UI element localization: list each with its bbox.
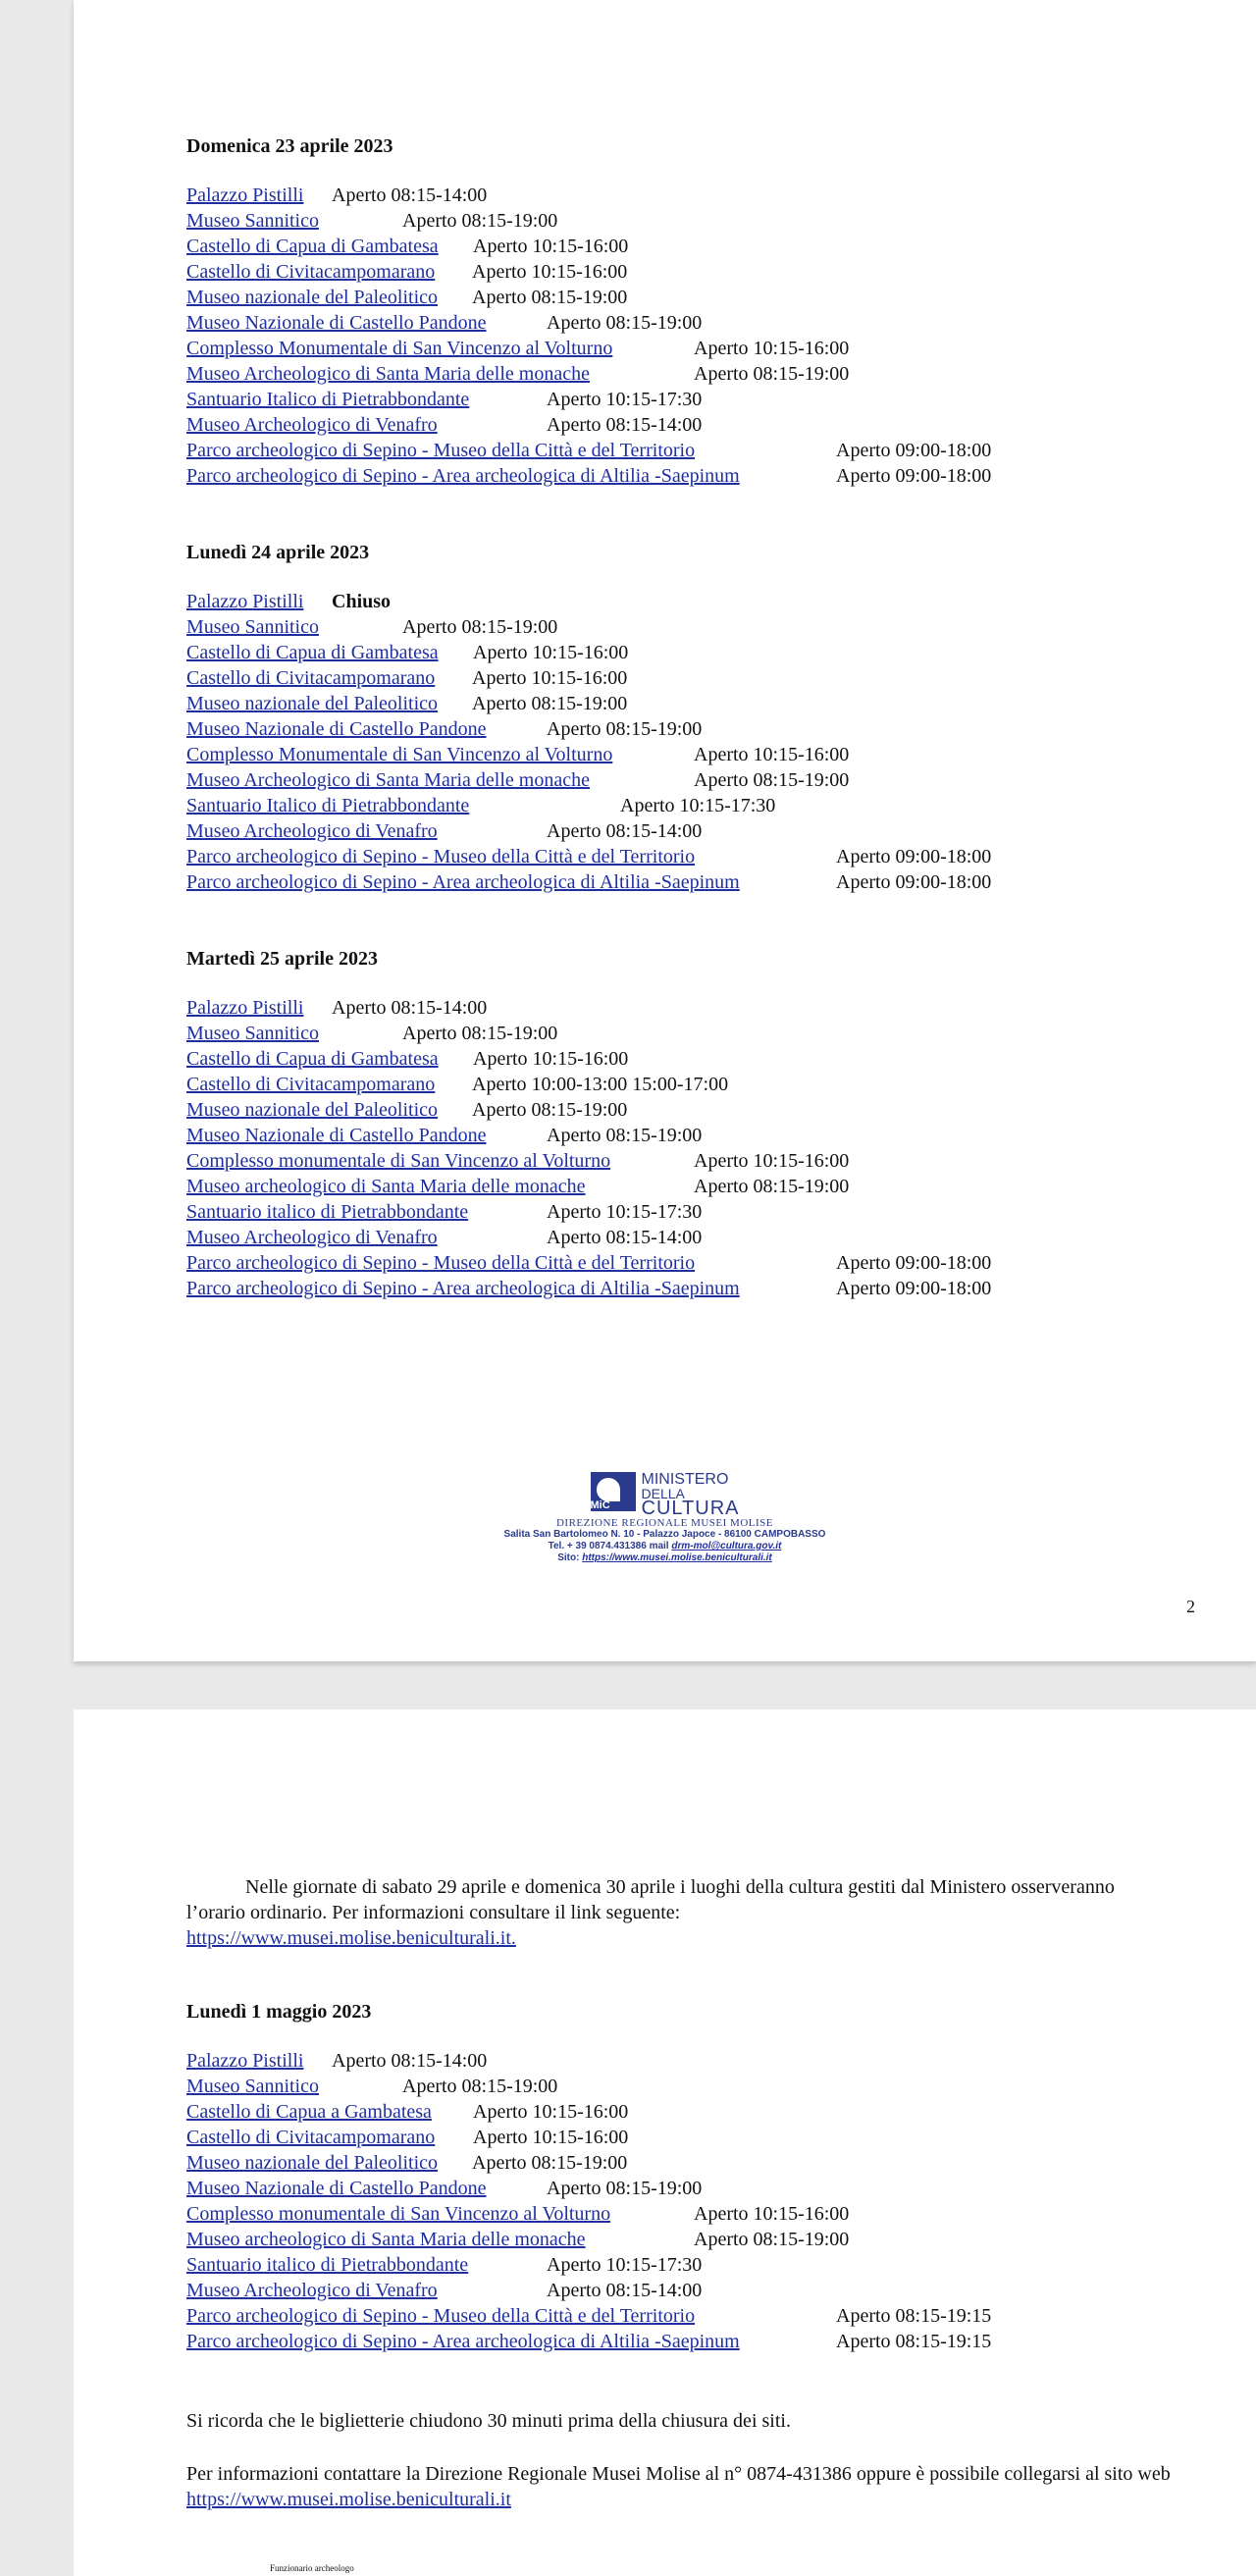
opening-hours: Aperto 09:00-18:00 <box>836 1278 992 1299</box>
footer-contact: Tel. + 39 0874.431386 mail drm-mol@cultura.gov.it <box>548 1541 782 1551</box>
schedule-row <box>186 2099 1197 2125</box>
schedule-row <box>186 2150 1197 2176</box>
schedule-row <box>186 1250 1197 1276</box>
schedule-row <box>186 2227 1197 2252</box>
schedule-row <box>186 387 1197 412</box>
schedule-row <box>186 869 1197 895</box>
footer-address: Salita San Bartolomeo N. 10 - Palazzo Japoce - 86100 CAMPOBASSO <box>503 1529 826 1540</box>
site-link[interactable]: Castello di Civitacampomarano <box>186 2127 436 2148</box>
schedule-row <box>186 665 1197 691</box>
schedule-row <box>186 1097 1197 1123</box>
schedule-row <box>186 716 1197 742</box>
schedule-row <box>186 2329 1197 2354</box>
opening-hours: Aperto 09:00-18:00 <box>836 1252 992 1274</box>
opening-hours: Aperto 08:15-19:00 <box>547 718 703 740</box>
opening-hours: Aperto 08:15-14:00 <box>332 184 488 206</box>
schedule-row <box>186 793 1197 818</box>
opening-hours: Aperto 10:15-17:30 <box>620 795 776 816</box>
site-link[interactable]: Museo Nazionale di Castello Pandone <box>186 1125 487 1146</box>
schedule-row <box>186 640 1197 665</box>
opening-hours: Aperto 08:15-19:00 <box>547 1125 703 1146</box>
schedule-row <box>186 691 1197 716</box>
intro-link[interactable]: https://www.musei.molise.beniculturali.it. <box>186 1927 516 1949</box>
day-title: Lunedì 24 aprile 2023 <box>186 542 370 563</box>
site-link[interactable]: Museo Archeologico di Santa Maria delle monache <box>186 363 590 385</box>
opening-hours: Aperto 10:15-17:30 <box>547 1201 703 1223</box>
schedule-row <box>186 438 1197 463</box>
opening-hours: Aperto 10:15-16:00 <box>473 236 629 257</box>
site-link[interactable]: Parco archeologico di Sepino - Museo della Città e del Territorio <box>186 2305 696 2327</box>
schedule-row <box>186 2176 1197 2201</box>
opening-hours: Aperto 08:15-19:00 <box>472 1099 628 1121</box>
opening-hours: Aperto 10:15-16:00 <box>694 338 850 359</box>
opening-hours: Aperto 10:15-16:00 <box>694 2203 850 2225</box>
site-link[interactable]: Castello di Civitacampomarano <box>186 1074 436 1095</box>
opening-hours: Aperto 09:00-18:00 <box>836 440 992 461</box>
opening-hours: Aperto 08:15-19:00 <box>547 312 703 334</box>
ministry-logo <box>590 1471 740 1519</box>
opening-hours: Aperto 10:15-16:00 <box>472 667 628 689</box>
opening-hours: Aperto 08:15-14:00 <box>332 2050 488 2072</box>
schedule-row <box>186 285 1197 310</box>
opening-hours: Aperto 08:15-14:00 <box>332 997 488 1019</box>
opening-hours: Chiuso <box>332 591 392 612</box>
site-link[interactable]: Museo Nazionale di Castello Pandone <box>186 312 487 334</box>
day-section <box>186 540 1197 895</box>
site-link[interactable]: Museo Archeologico di Venafro <box>186 2280 438 2301</box>
schedule-row <box>186 2125 1197 2150</box>
schedule-row <box>186 208 1197 234</box>
schedule-row <box>186 742 1197 767</box>
logo-line-2: DELLA <box>641 1486 685 1501</box>
site-link[interactable]: Complesso monumentale di San Vincenzo al Volturno <box>186 1150 611 1172</box>
day-title: Lunedì 1 maggio 2023 <box>186 2001 372 2023</box>
schedule-row <box>186 1021 1197 1046</box>
logo-line-3: CULTURA <box>641 1498 740 1519</box>
day-section <box>186 1999 1197 2354</box>
site-link[interactable]: Palazzo Pistilli <box>186 591 304 612</box>
contact-paragraph: Per informazioni contattare la Direzione Regionale Musei Molise al n° 0874-431386 oppure è possibile collegarsi al sito web https://www.musei.molise.beniculturali.it <box>186 2463 1171 2510</box>
schedule-row <box>186 844 1197 869</box>
day-title: Martedì 25 aprile 2023 <box>186 948 378 970</box>
opening-hours: Aperto 08:15-14:00 <box>547 414 703 436</box>
site-link[interactable]: Complesso monumentale di San Vincenzo al Volturno <box>186 2203 611 2225</box>
schedule-row <box>186 183 1197 208</box>
opening-hours: Aperto 08:15-19:00 <box>402 2076 558 2097</box>
day-title: Domenica 23 aprile 2023 <box>186 135 393 157</box>
schedule-row <box>186 412 1197 438</box>
site-link[interactable]: Palazzo Pistilli <box>186 184 304 206</box>
opening-hours: Aperto 08:15-19:00 <box>547 2178 703 2199</box>
opening-hours: Aperto 08:15-19:00 <box>472 693 628 714</box>
schedule-row <box>186 2201 1197 2227</box>
opening-hours: Aperto 10:15-17:30 <box>547 2254 703 2276</box>
schedule-row <box>186 336 1197 361</box>
opening-hours: Aperto 08:15-19:00 <box>472 287 628 308</box>
site-link[interactable]: Palazzo Pistilli <box>186 2050 304 2072</box>
site-link[interactable]: Museo archeologico di Santa Maria delle monache <box>186 1176 586 1197</box>
site-link[interactable]: Parco archeologico di Sepino - Area archeologica di Altilia -Saepinum <box>186 2331 740 2352</box>
schedule-row <box>186 2074 1197 2099</box>
direzione-label: DIREZIONE REGIONALE MUSEI MOLISE <box>555 1517 773 1529</box>
opening-hours: Aperto 08:15-19:00 <box>694 363 850 385</box>
site-link[interactable]: Museo Archeologico di Santa Maria delle monache <box>186 769 590 791</box>
schedule-row <box>186 1174 1197 1199</box>
schedule-row <box>186 1072 1197 1097</box>
opening-hours: Aperto 08:15-19:00 <box>472 2152 628 2174</box>
day-section <box>186 946 1197 1301</box>
site-link[interactable]: Parco archeologico di Sepino - Area archeologica di Altilia -Saepinum <box>186 871 740 893</box>
opening-hours: Aperto 08:15-14:00 <box>547 820 703 842</box>
site-link[interactable]: Castello di Capua di Gambatesa <box>186 236 439 257</box>
site-link[interactable]: Museo Archeologico di Venafro <box>186 1227 438 1248</box>
site-link[interactable]: Castello di Capua a Gambatesa <box>186 2101 432 2123</box>
page-number: 2 <box>1186 1597 1195 1616</box>
site-link[interactable]: Museo Sannitico <box>186 616 319 638</box>
schedule-row <box>186 2252 1197 2278</box>
site-link[interactable]: Museo Nazionale di Castello Pandone <box>186 718 487 740</box>
opening-hours: Aperto 10:15-16:00 <box>473 2127 629 2148</box>
site-link[interactable]: Santuario Italico di Pietrabbondante <box>186 795 470 816</box>
site-link[interactable]: Castello di Capua di Gambatesa <box>186 1048 439 1070</box>
opening-hours: Aperto 10:15-16:00 <box>694 744 850 765</box>
schedule-row <box>186 2278 1197 2303</box>
schedule-row <box>186 1199 1197 1225</box>
opening-hours: Aperto 10:15-16:00 <box>694 1150 850 1172</box>
schedule-row <box>186 1225 1197 1250</box>
schedule-row <box>186 1046 1197 1072</box>
opening-hours: Aperto 08:15-19:00 <box>402 210 558 232</box>
reminder-text: Si ricorda che le biglietterie chiudono 30 minuti prima della chiusura dei siti. <box>186 2410 791 2432</box>
intro-paragraph: Nelle giornate di sabato 29 aprile e domenica 30 aprile i luoghi della cultura gestiti dal Ministero osserveranno l’orario ordinario. Per informazioni consultare il link seguente: https://www.musei.molise.beniculturali.it. <box>186 1876 1115 1949</box>
schedule-row <box>186 614 1197 640</box>
opening-hours: Aperto 10:15-16:00 <box>472 261 628 283</box>
day-section <box>186 133 1197 489</box>
contact-link[interactable]: https://www.musei.molise.beniculturali.it <box>186 2489 511 2510</box>
site-link[interactable]: Museo nazionale del Paleolitico <box>186 1099 439 1121</box>
site-link[interactable]: Castello di Civitacampomarano <box>186 667 436 689</box>
opening-hours: Aperto 08:15-19:00 <box>694 2229 850 2250</box>
opening-hours: Aperto 10:15-16:00 <box>473 2101 629 2123</box>
site-link[interactable]: Museo Sannitico <box>186 1023 319 1044</box>
opening-hours: Aperto 08:15-19:00 <box>402 1023 558 1044</box>
site-link[interactable]: Museo Sannitico <box>186 2076 319 2097</box>
schedule-row <box>186 1276 1197 1301</box>
site-link[interactable]: Museo Nazionale di Castello Pandone <box>186 2178 487 2199</box>
site-link[interactable]: Museo Archeologico di Venafro <box>186 414 438 436</box>
site-link[interactable]: Santuario italico di Pietrabbondante <box>186 1201 469 1223</box>
site-link[interactable]: Parco archeologico di Sepino - Museo della Città e del Territorio <box>186 440 696 461</box>
opening-hours: Aperto 08:15-19:00 <box>694 1176 850 1197</box>
schedule-row <box>186 310 1197 336</box>
site-link[interactable]: Complesso Monumentale di San Vincenzo al Volturno <box>186 744 613 765</box>
site-link[interactable]: Museo archeologico di Santa Maria delle monache <box>186 2229 586 2250</box>
site-link[interactable]: Museo nazionale del Paleolitico <box>186 693 439 714</box>
footer-email-link[interactable]: drm-mol@cultura.gov.it <box>671 1541 782 1551</box>
site-link[interactable]: Palazzo Pistilli <box>186 997 304 1019</box>
schedule-row <box>186 1123 1197 1148</box>
schedule-row <box>186 767 1197 793</box>
opening-hours: Aperto 09:00-18:00 <box>836 846 992 867</box>
site-link[interactable]: Parco archeologico di Sepino - Area archeologica di Altilia -Saepinum <box>186 465 740 487</box>
schedule-row <box>186 1148 1197 1174</box>
opening-hours: Aperto 10:00-13:00 15:00-17:00 <box>472 1074 729 1095</box>
opening-hours: Aperto 08:15-19:00 <box>694 769 850 791</box>
site-link[interactable]: Castello di Capua di Gambatesa <box>186 642 439 663</box>
site-link[interactable]: Castello di Civitacampomarano <box>186 261 436 283</box>
document-page-2 <box>74 1709 1256 2576</box>
site-link[interactable]: Museo nazionale del Paleolitico <box>186 2152 439 2174</box>
schedule-row <box>186 995 1197 1021</box>
site-link[interactable]: Santuario italico di Pietrabbondante <box>186 2254 469 2276</box>
site-link[interactable]: Complesso Monumentale di San Vincenzo al Volturno <box>186 338 613 359</box>
schedule-row <box>186 234 1197 259</box>
opening-hours: Aperto 10:15-17:30 <box>547 389 703 410</box>
logo-line-1: MINISTERO <box>641 1471 729 1488</box>
opening-hours: Aperto 08:15-14:00 <box>547 2280 703 2301</box>
opening-hours: Aperto 10:15-16:00 <box>473 1048 629 1070</box>
site-link[interactable]: Parco archeologico di Sepino - Museo della Città e del Territorio <box>186 1252 696 1274</box>
schedule-row <box>186 818 1197 844</box>
mic-logo-icon: MiC <box>591 1472 636 1511</box>
site-link[interactable]: Museo nazionale del Paleolitico <box>186 287 439 308</box>
opening-hours: Aperto 08:15-19:15 <box>836 2331 992 2352</box>
schedule-row <box>186 2048 1197 2074</box>
document-page-1 <box>74 0 1256 1661</box>
opening-hours: Aperto 09:00-18:00 <box>836 465 992 487</box>
site-link[interactable]: Museo Sannitico <box>186 210 319 232</box>
opening-hours: Aperto 08:15-19:15 <box>836 2305 992 2327</box>
footer-site: Sito: https://www.musei.molise.beniculturali.it <box>557 1552 772 1563</box>
site-link[interactable]: Parco archeologico di Sepino - Museo della Città e del Territorio <box>186 846 696 867</box>
opening-hours: Aperto 09:00-18:00 <box>836 871 992 893</box>
footer-site-link[interactable]: https://www.musei.molise.beniculturali.it <box>582 1552 772 1563</box>
site-link[interactable]: Parco archeologico di Sepino - Area archeologica di Altilia -Saepinum <box>186 1278 740 1299</box>
signature-label: Funzionario archeologo <box>270 2563 354 2573</box>
schedule-row <box>186 259 1197 285</box>
opening-hours: Aperto 10:15-16:00 <box>473 642 629 663</box>
site-link[interactable]: Museo Archeologico di Venafro <box>186 820 438 842</box>
opening-hours: Aperto 08:15-14:00 <box>547 1227 703 1248</box>
schedule-row <box>186 463 1197 489</box>
opening-hours: Aperto 08:15-19:00 <box>402 616 558 638</box>
site-link[interactable]: Santuario Italico di Pietrabbondante <box>186 389 470 410</box>
ministry-footer <box>74 1472 1256 1564</box>
schedule-row <box>186 361 1197 387</box>
schedule-row <box>186 589 1197 614</box>
schedule-row <box>186 2303 1197 2329</box>
